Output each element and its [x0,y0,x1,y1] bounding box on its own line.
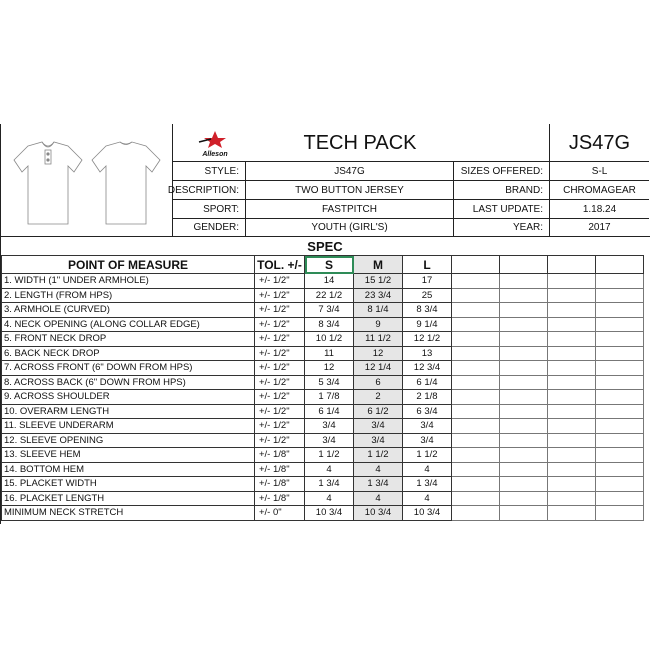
size-l-cell[interactable]: 3/4 [403,433,452,448]
empty-cell[interactable] [500,361,548,376]
tolerance-cell[interactable]: +/- 1/2" [255,303,305,318]
col-header-l[interactable]: L [403,256,452,274]
empty-cell[interactable] [596,404,644,419]
empty-cell[interactable] [500,433,548,448]
table-row [2,462,644,477]
page-title: TECH PACK [303,131,417,154]
style-value: JS47G [334,165,365,177]
pom-cell[interactable]: 6. BACK NECK DROP [2,346,255,361]
empty-cell[interactable] [500,462,548,477]
size-l-cell[interactable]: 4 [403,462,452,477]
size-m-cell[interactable]: 9 [354,317,403,332]
size-s-cell[interactable]: 1 3/4 [305,477,354,492]
size-l-cell[interactable]: 2 1/8 [403,390,452,405]
size-s-cell[interactable]: 14 [305,274,354,289]
size-l-cell[interactable]: 4 [403,491,452,506]
tolerance-cell[interactable]: +/- 1/2" [255,317,305,332]
empty-cell[interactable] [548,491,596,506]
pom-cell[interactable]: 14. BOTTOM HEM [2,462,255,477]
size-m-cell[interactable]: 3/4 [354,433,403,448]
size-l-cell[interactable]: 25 [403,288,452,303]
gender-label: GENDER: [193,222,239,233]
table-row [2,404,644,419]
tolerance-cell[interactable]: +/- 1/2" [255,404,305,419]
empty-cell[interactable] [596,361,644,376]
size-s-cell[interactable]: 8 3/4 [305,317,354,332]
empty-cell[interactable] [500,346,548,361]
size-l-cell[interactable]: 6 3/4 [403,404,452,419]
empty-cell[interactable] [548,317,596,332]
tolerance-cell[interactable]: +/- 1/2" [255,390,305,405]
table-row [2,332,644,347]
empty-cell[interactable] [452,317,500,332]
brand-value: CHROMAGEAR [563,184,636,196]
empty-cell[interactable] [452,332,500,347]
table-row [2,317,644,332]
tolerance-cell[interactable]: +/- 1/8" [255,462,305,477]
empty-cell[interactable] [548,419,596,434]
size-m-cell[interactable]: 3/4 [354,419,403,434]
size-s-cell[interactable]: 11 [305,346,354,361]
table-row [2,346,644,361]
sizes-label: SIZES OFFERED: [460,165,543,177]
empty-cell[interactable] [548,404,596,419]
tolerance-cell[interactable]: +/- 1/2" [255,346,305,361]
size-l-cell[interactable]: 1 1/2 [403,448,452,463]
size-l-cell[interactable]: 13 [403,346,452,361]
spec-header-row [2,256,644,274]
empty-cell[interactable] [500,288,548,303]
empty-cell[interactable] [596,477,644,492]
col-header-pom: POINT OF MEASURE [2,256,255,274]
last-update-label: LAST UPDATE: [472,203,543,215]
empty-cell[interactable] [596,288,644,303]
size-l-cell[interactable]: 3/4 [403,419,452,434]
empty-cell[interactable] [548,361,596,376]
logo-text: Alleson [202,151,228,158]
size-l-cell[interactable]: 6 1/4 [403,375,452,390]
brand-logo [195,130,235,158]
empty-cell[interactable] [452,303,500,318]
pom-cell[interactable]: 8. ACROSS BACK (6" DOWN FROM HPS) [2,375,255,390]
pom-cell[interactable]: 9. ACROSS SHOULDER [2,390,255,405]
empty-cell[interactable] [452,419,500,434]
empty-cell[interactable] [548,332,596,347]
garment-sketch [2,138,172,228]
size-s-cell[interactable]: 7 3/4 [305,303,354,318]
empty-cell[interactable] [596,317,644,332]
size-s-cell[interactable]: 5 3/4 [305,375,354,390]
size-m-cell[interactable]: 1 3/4 [354,477,403,492]
empty-cell[interactable] [596,332,644,347]
empty-cell[interactable] [596,375,644,390]
empty-cell[interactable] [500,390,548,405]
size-s-cell[interactable]: 3/4 [305,419,354,434]
empty-cell[interactable] [500,375,548,390]
table-row [2,274,644,289]
brand-label: BRAND: [505,184,543,196]
pom-cell[interactable]: 10. OVERARM LENGTH [2,404,255,419]
empty-cell[interactable] [452,506,500,521]
empty-cell[interactable] [452,448,500,463]
col-header-empty [548,256,596,274]
size-s-cell[interactable]: 4 [305,491,354,506]
size-m-cell[interactable]: 4 [354,462,403,477]
empty-cell[interactable] [452,375,500,390]
tolerance-cell[interactable]: +/- 1/2" [255,433,305,448]
table-row [2,375,644,390]
empty-cell[interactable] [500,419,548,434]
table-row [2,361,644,376]
size-l-cell[interactable]: 8 3/4 [403,303,452,318]
empty-cell[interactable] [548,375,596,390]
description-value: TWO BUTTON JERSEY [295,184,404,196]
size-s-cell[interactable]: 6 1/4 [305,404,354,419]
jersey-back-icon [92,142,160,224]
tolerance-cell[interactable]: +/- 1/2" [255,375,305,390]
col-header-empty [500,256,548,274]
empty-cell[interactable] [452,433,500,448]
empty-cell[interactable] [596,448,644,463]
empty-cell[interactable] [500,491,548,506]
empty-cell[interactable] [452,477,500,492]
sizes-value: S-L [591,165,608,177]
sport-label: SPORT: [203,203,239,215]
size-l-cell[interactable]: 1 3/4 [403,477,452,492]
empty-cell[interactable] [500,274,548,289]
empty-cell[interactable] [548,448,596,463]
empty-cell[interactable] [452,361,500,376]
size-l-cell[interactable]: 9 1/4 [403,317,452,332]
size-s-cell[interactable]: 1 1/2 [305,448,354,463]
col-header-s[interactable]: S [305,256,354,274]
empty-cell[interactable] [596,506,644,521]
size-m-cell[interactable]: 2 [354,390,403,405]
table-row [2,288,644,303]
sport-value: FASTPITCH [321,203,377,215]
size-m-cell[interactable]: 6 [354,375,403,390]
pom-cell[interactable]: 3. ARMHOLE (CURVED) [2,303,255,318]
size-l-cell[interactable]: 17 [403,274,452,289]
empty-cell[interactable] [548,274,596,289]
size-s-cell[interactable]: 1 7/8 [305,390,354,405]
star-logo-icon [195,130,235,148]
table-row [2,491,644,506]
empty-cell[interactable] [548,390,596,405]
year-label: YEAR: [512,222,543,233]
jersey-front-icon [14,142,82,224]
size-m-cell[interactable]: 1 1/2 [354,448,403,463]
size-m-cell[interactable]: 12 [354,346,403,361]
table-row [2,477,644,492]
empty-cell[interactable] [596,462,644,477]
pom-cell[interactable]: 13. SLEEVE HEM [2,448,255,463]
gender-value: YOUTH (GIRL'S) [311,222,388,233]
empty-cell[interactable] [596,274,644,289]
size-m-cell[interactable]: 8 1/4 [354,303,403,318]
empty-cell[interactable] [500,477,548,492]
empty-cell[interactable] [452,404,500,419]
empty-cell[interactable] [596,491,644,506]
col-header-empty [452,256,500,274]
empty-cell[interactable] [596,419,644,434]
empty-cell[interactable] [596,433,644,448]
size-m-cell[interactable]: 11 1/2 [354,332,403,347]
empty-cell[interactable] [548,288,596,303]
empty-cell[interactable] [596,346,644,361]
empty-cell[interactable] [548,346,596,361]
tolerance-cell[interactable]: +/- 0" [255,506,305,521]
table-row [2,433,644,448]
empty-cell[interactable] [452,491,500,506]
size-m-cell[interactable]: 12 1/4 [354,361,403,376]
size-m-cell[interactable]: 4 [354,491,403,506]
tolerance-cell[interactable]: +/- 1/8" [255,491,305,506]
empty-cell[interactable] [596,303,644,318]
spec-table [1,255,644,521]
empty-cell[interactable] [452,288,500,303]
size-m-cell[interactable]: 23 3/4 [354,288,403,303]
tolerance-cell[interactable]: +/- 1/2" [255,419,305,434]
style-code: JS47G [568,131,631,154]
tolerance-cell[interactable]: +/- 1/2" [255,361,305,376]
size-l-cell[interactable]: 10 3/4 [403,506,452,521]
empty-cell[interactable] [500,317,548,332]
pom-cell[interactable]: 15. PLACKET WIDTH [2,477,255,492]
description-label: DESCRIPTION: [167,184,239,196]
empty-cell[interactable] [500,303,548,318]
size-m-cell[interactable]: 15 1/2 [354,274,403,289]
tech-pack-sheet [0,124,650,524]
empty-cell[interactable] [500,404,548,419]
size-l-cell[interactable]: 12 3/4 [403,361,452,376]
empty-cell[interactable] [500,448,548,463]
empty-cell[interactable] [452,462,500,477]
spec-title: SPEC [307,239,343,254]
col-header-empty [596,256,644,274]
pom-cell[interactable]: 2. LENGTH (FROM HPS) [2,288,255,303]
size-m-cell[interactable]: 10 3/4 [354,506,403,521]
tolerance-cell[interactable]: +/- 1/8" [255,477,305,492]
col-header-m[interactable]: M [354,256,403,274]
pom-cell[interactable]: 12. SLEEVE OPENING [2,433,255,448]
style-label: STYLE: [204,165,239,177]
last-update-value: 1.18.24 [582,203,617,215]
empty-cell[interactable] [452,274,500,289]
pom-cell[interactable]: 4. NECK OPENING (ALONG COLLAR EDGE) [2,317,255,332]
table-row [2,390,644,405]
pom-cell[interactable]: 7. ACROSS FRONT (6" DOWN FROM HPS) [2,361,255,376]
size-l-cell[interactable]: 12 1/2 [403,332,452,347]
table-row [2,506,644,521]
empty-cell[interactable] [452,346,500,361]
empty-cell[interactable] [500,332,548,347]
pom-cell[interactable]: 5. FRONT NECK DROP [2,332,255,347]
pom-cell[interactable]: 1. WIDTH (1" UNDER ARMHOLE) [2,274,255,289]
tolerance-cell[interactable]: +/- 1/8" [255,448,305,463]
size-s-cell[interactable]: 22 1/2 [305,288,354,303]
tolerance-cell[interactable]: +/- 1/2" [255,332,305,347]
tolerance-cell[interactable]: +/- 1/2" [255,274,305,289]
empty-cell[interactable] [548,433,596,448]
table-row [2,448,644,463]
empty-cell[interactable] [548,506,596,521]
size-s-cell[interactable]: 3/4 [305,433,354,448]
size-s-cell[interactable]: 10 3/4 [305,506,354,521]
tolerance-cell[interactable]: +/- 1/2" [255,288,305,303]
pom-cell[interactable]: MINIMUM NECK STRETCH [2,506,255,521]
col-header-tol: TOL. +/- [255,256,305,274]
size-s-cell[interactable]: 4 [305,462,354,477]
table-row [2,419,644,434]
pom-cell[interactable]: 16. PLACKET LENGTH [2,491,255,506]
table-row [2,303,644,318]
empty-cell[interactable] [548,303,596,318]
pom-cell[interactable]: 11. SLEEVE UNDERARM [2,419,255,434]
empty-cell[interactable] [500,506,548,521]
empty-cell[interactable] [452,390,500,405]
empty-cell[interactable] [548,477,596,492]
size-s-cell[interactable]: 10 1/2 [305,332,354,347]
empty-cell[interactable] [596,390,644,405]
size-m-cell[interactable]: 6 1/2 [354,404,403,419]
size-s-cell[interactable]: 12 [305,361,354,376]
year-value: 2017 [588,222,611,233]
empty-cell[interactable] [548,462,596,477]
